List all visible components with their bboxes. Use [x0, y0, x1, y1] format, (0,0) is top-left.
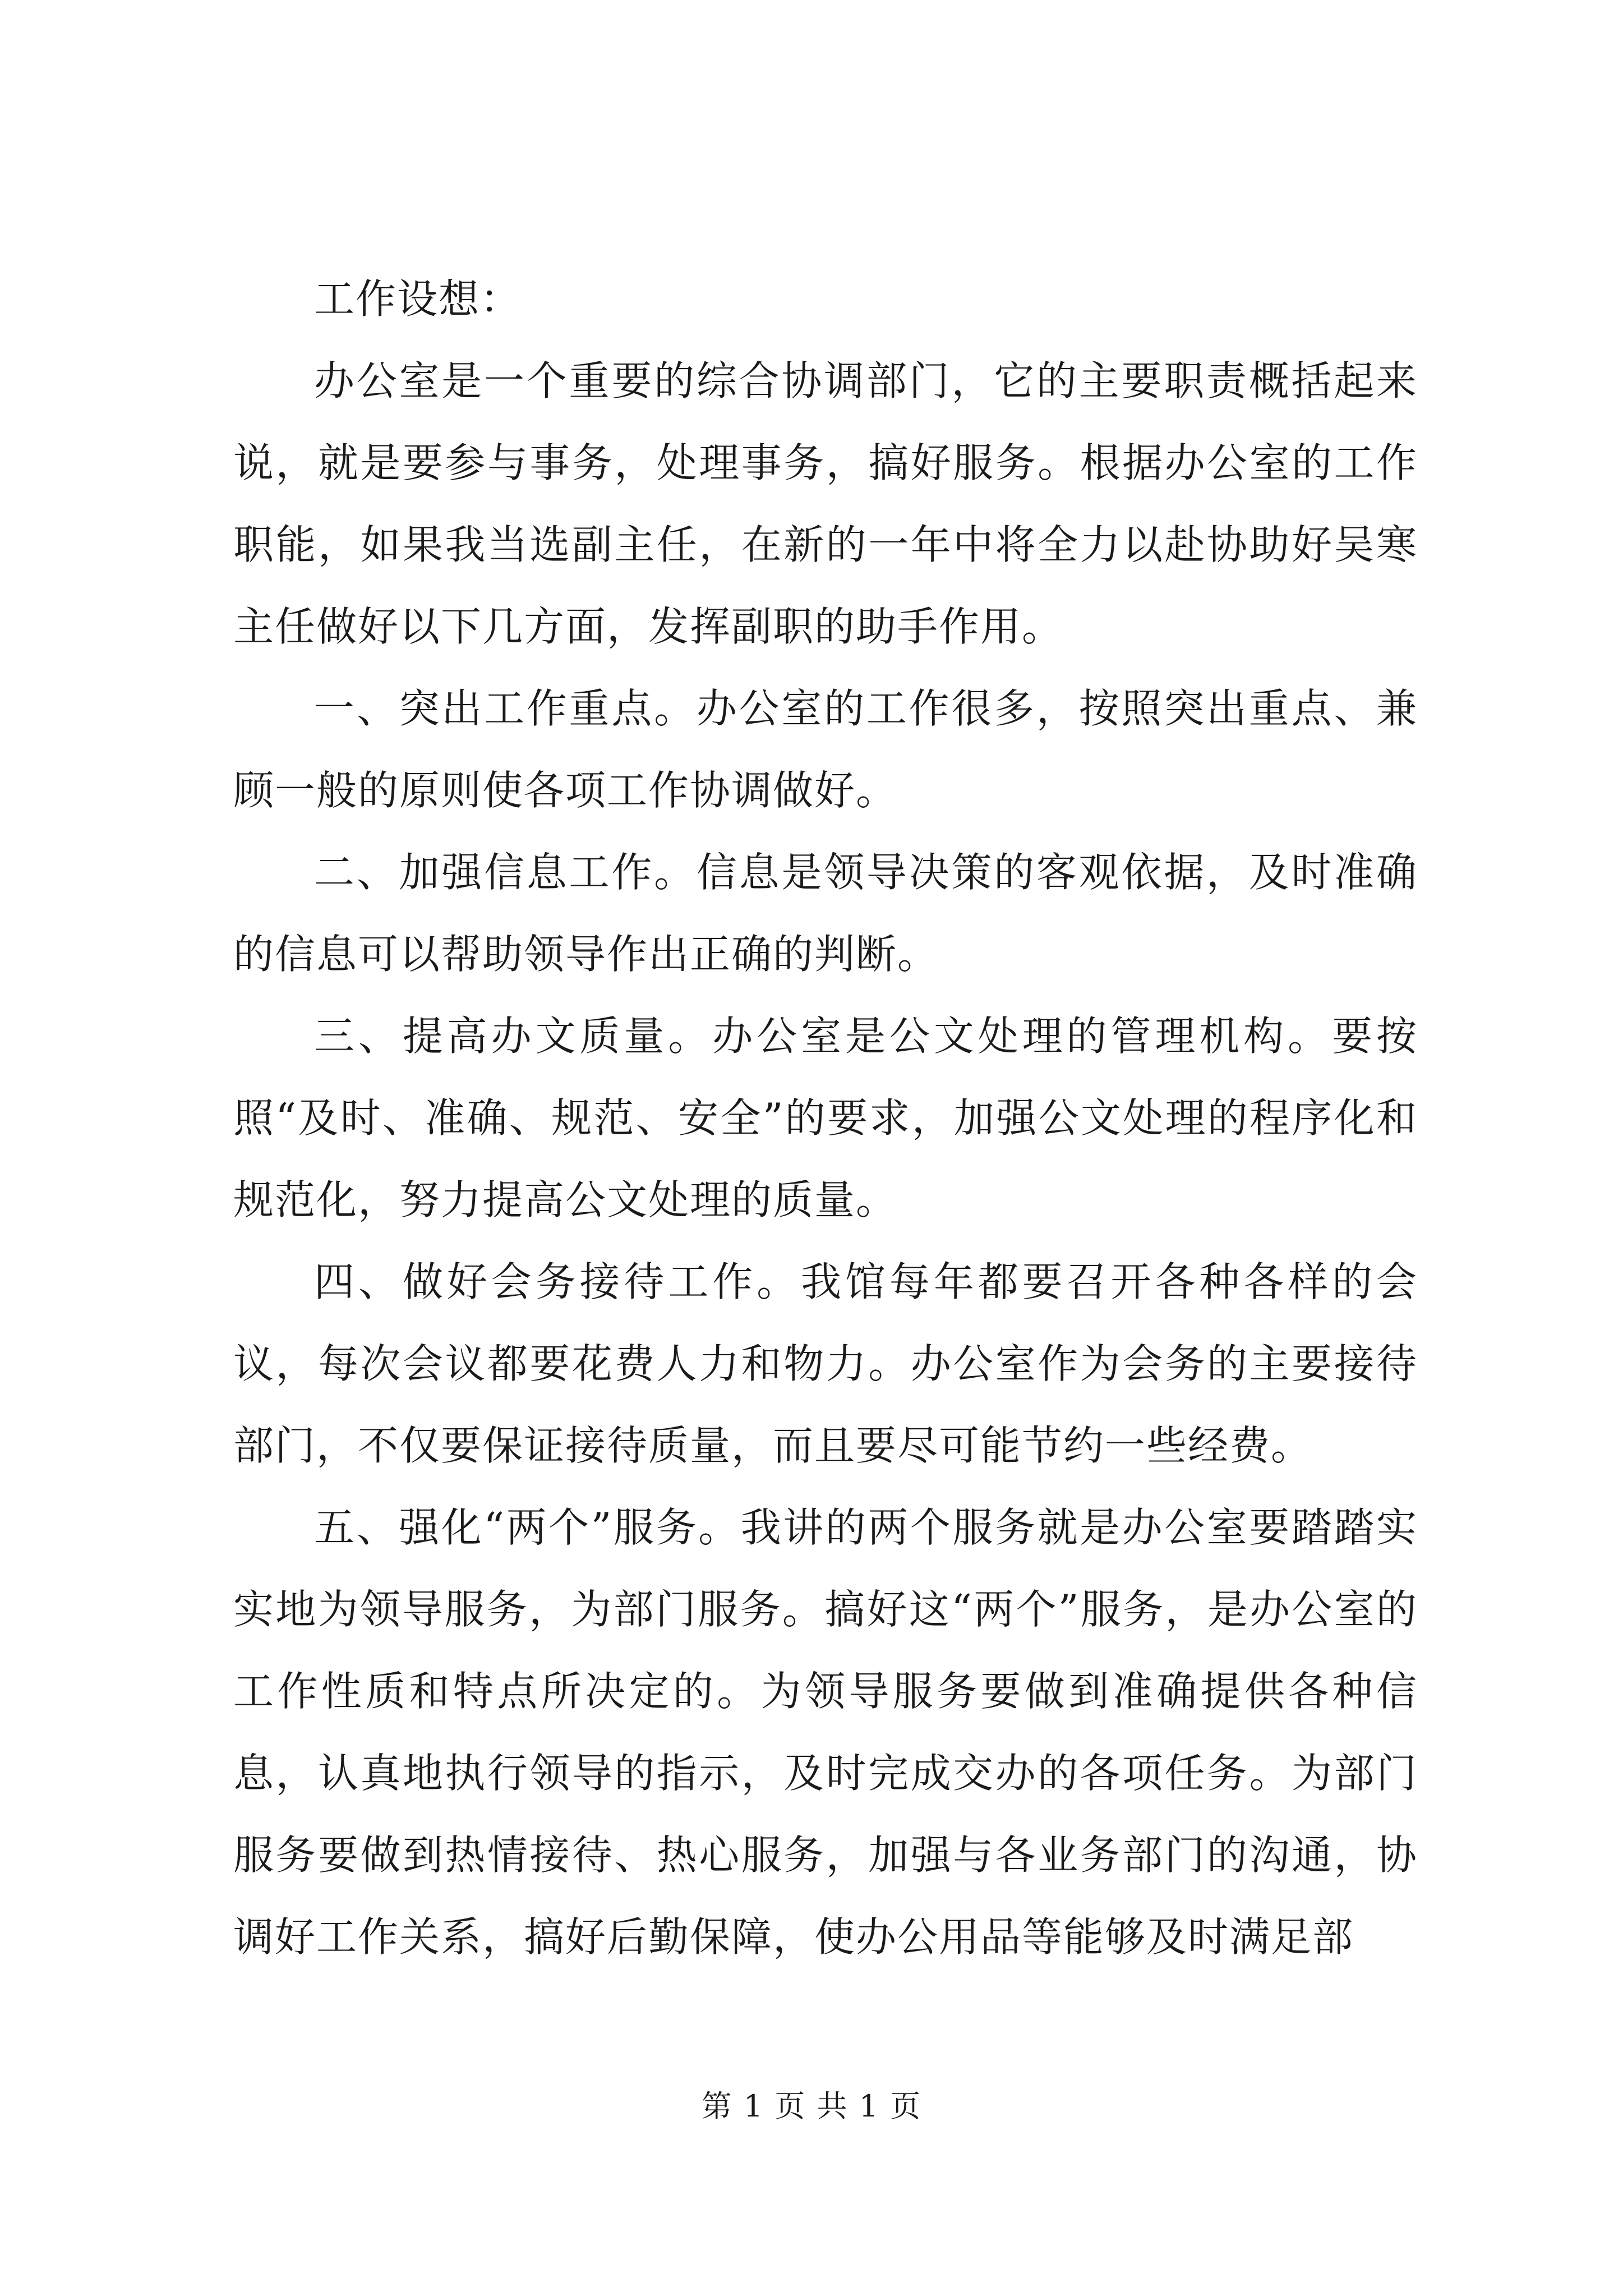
- paragraph-intro: 办公室是一个重要的综合协调部门，它的主要职责概括起来说，就是要参与事务，处理事务，搞好服务。根据办公室的工作职能，如果我当选副主任，在新的一年中将全力以赴协助好吴寒主任做好以下几方面，发挥副职的助手作用。: [233, 357, 1418, 650]
- paragraph-item-5: 五、强化“两个”服务。我讲的两个服务就是办公室要踏踏实实地为领导服务，为部门服务。搞好这“两个”服务，是办公室的工作性质和特点所决定的。为领导服务要做到准确提供各种信息，认真地执行领导的指示，及时完成交办的各项任务。为部门服务要做到热情接待、热心服务，加强与各业务部门的沟通，协调好工作关系，搞好后勤保障，使办公用品等能够及时满足部: [233, 1504, 1418, 1961]
- paragraph-item-2: 二、加强信息工作。信息是领导决策的客观依据，及时准确的信息可以帮助领导作出正确的判断。: [233, 849, 1418, 978]
- paragraph-item-1: 一、突出工作重点。办公室的工作很多，按照突出重点、兼顾一般的原则使各项工作协调做好。: [233, 685, 1418, 814]
- page-footer: 第 1 页 共 1 页: [701, 2088, 922, 2124]
- paragraph-item-3: 三、提高办文质量。办公室是公文处理的管理机构。要按照“及时、准确、规范、安全”的要求，加强公文处理的程序化和规范化，努力提高公文处理的质量。: [233, 1013, 1418, 1223]
- document-body: [233, 258, 1418, 1978]
- paragraph-heading: 工作设想：: [314, 275, 522, 323]
- paragraph-item-4: 四、做好会务接待工作。我馆每年都要召开各种各样的会议，每次会议都要花费人力和物力。办公室作为会务的主要接待部门，不仅要保证接待质量，而且要尽可能节约一些经费。: [233, 1258, 1418, 1469]
